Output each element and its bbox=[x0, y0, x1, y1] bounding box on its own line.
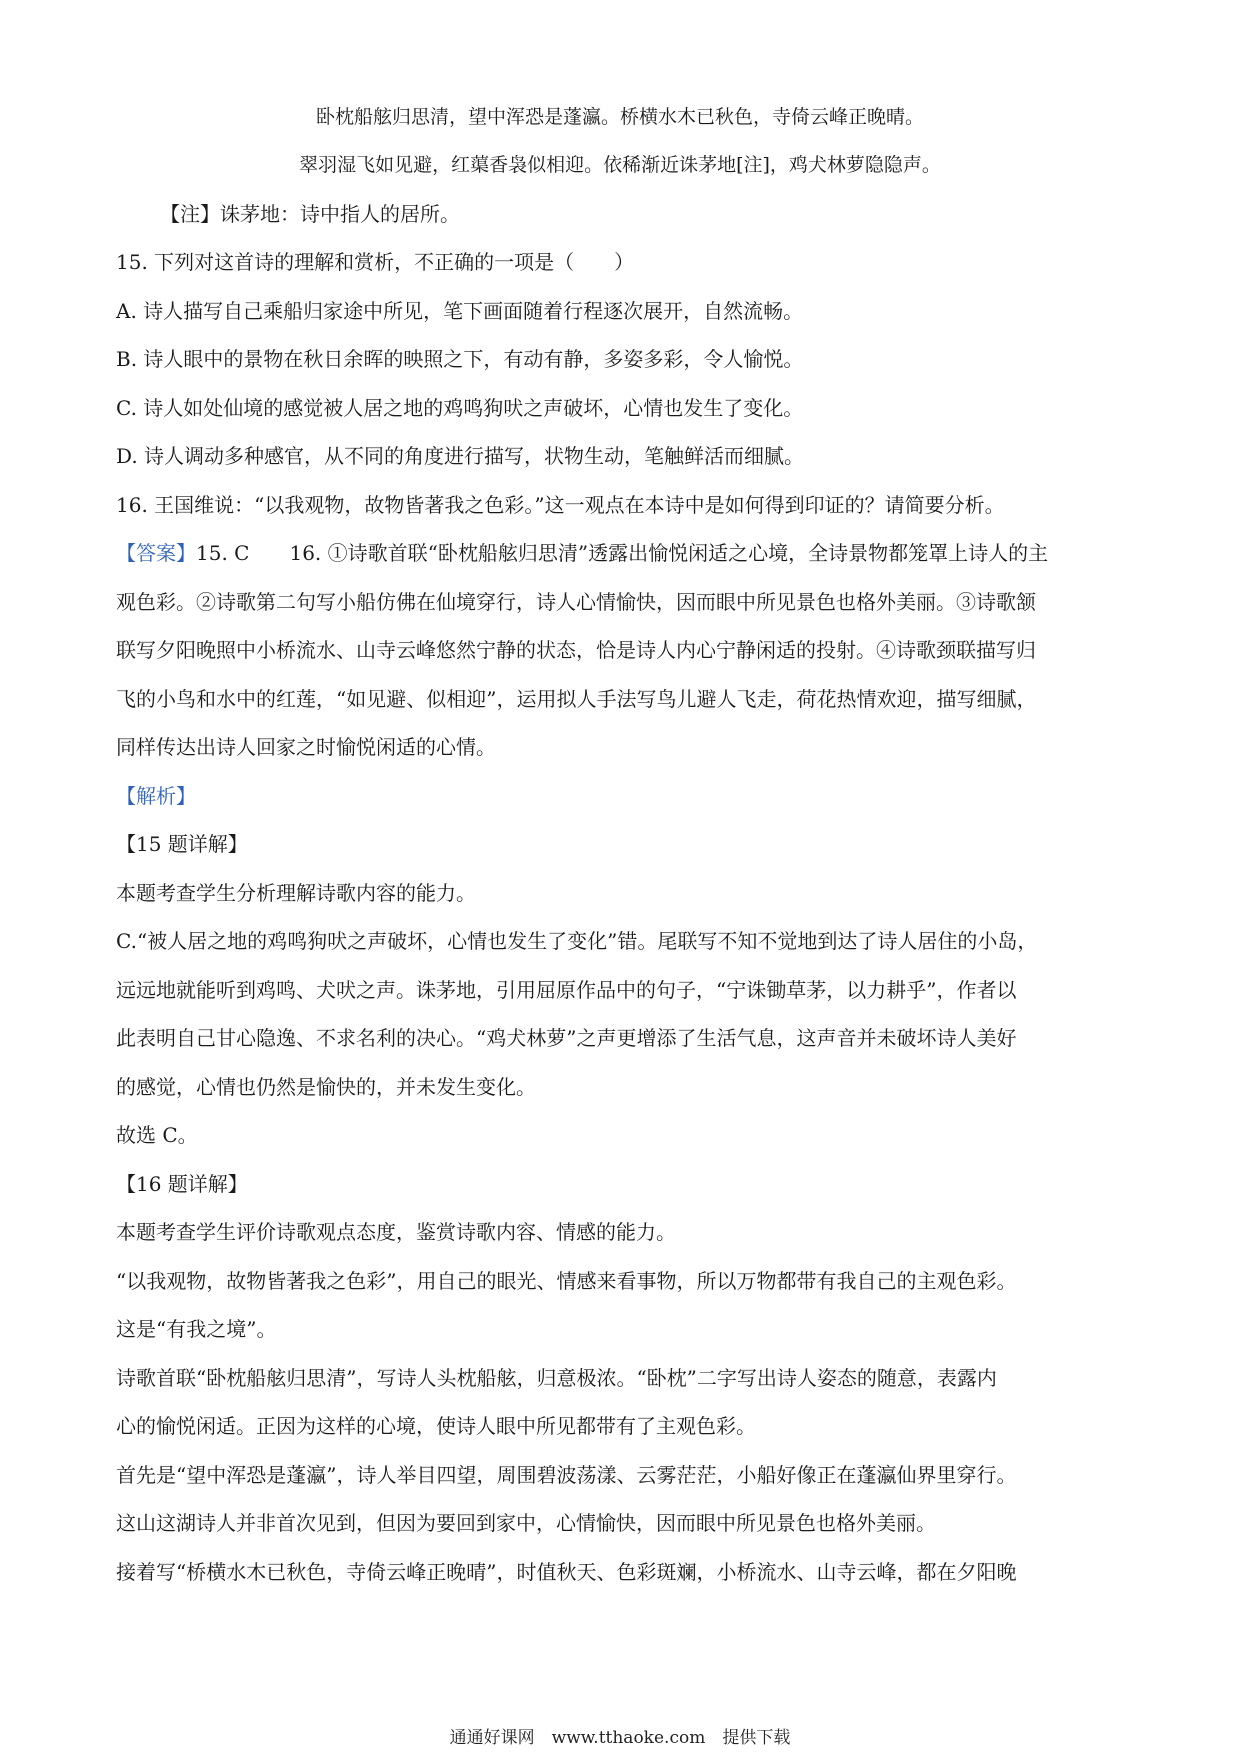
q16-detail-line-8: 接着写“桥横水木已秋色，寺倚云峰正晚晴”，时值秋天、色彩斑斓，小桥流水、山寺云峰，都在夕阳晚 bbox=[116, 1560, 1017, 1584]
q15-option-b: B. 诗人眼中的景物在秋日余晖的映照之下，有动有静，多姿多彩，令人愉悦。 bbox=[116, 347, 804, 371]
q15-option-a: A. 诗人描写自己乘船归家途中所见，笔下画面随着行程逐次展开，自然流畅。 bbox=[116, 299, 804, 323]
q15-option-d: D. 诗人调动多种感官，从不同的角度进行描写，状物生动，笔触鲜活而细腻。 bbox=[116, 444, 805, 468]
q16-detail-line-6: 首先是“望中浑恐是蓬瀛”，诗人举目四望，周围碧波荡漾、云雾茫茫，小船好像正在蓬瀛仙界里穿行。 bbox=[116, 1463, 1017, 1487]
q16-detail-line-5: 心的愉悦闲适。正因为这样的心境，使诗人眼中所见都带有了主观色彩。 bbox=[116, 1414, 756, 1438]
answer-line-4: 飞的小鸟和水中的红莲，“如见避、似相迎”，运用拟人手法写鸟儿避人飞走，荷花热情欢迎，描写细腻， bbox=[116, 687, 1037, 711]
answer-text-1: 15. C 16. ①诗歌首联“卧枕船舷归思清”透露出愉悦闲适之心境，全诗景物都笼罩上诗人的主 bbox=[196, 541, 1049, 565]
q15-detail-line-5: 的感觉，心情也仍然是愉快的，并未发生变化。 bbox=[116, 1075, 536, 1099]
poem-note: 【注】诛茅地：诗中指人的居所。 bbox=[160, 202, 460, 226]
q16-detail-heading: 【16 题详解】 bbox=[116, 1172, 248, 1196]
q16-stem: 16. 王国维说：“以我观物，故物皆著我之色彩。”这一观点在本诗中是如何得到印证的？请简要分析。 bbox=[116, 493, 1005, 517]
analysis-label: 【解析】 bbox=[116, 784, 196, 808]
answer-line-5: 同样传达出诗人回家之时愉悦闲适的心情。 bbox=[116, 735, 496, 759]
poem-line-1: 卧枕船舷归思清，望中浑恐是蓬瀛。桥横水木已秋色，寺倚云峰正晚晴。 bbox=[315, 106, 924, 128]
q15-stem: 15. 下列对这首诗的理解和赏析，不正确的一项是（ ） bbox=[116, 250, 635, 274]
q16-detail-line-1: 本题考查学生评价诗歌观点态度，鉴赏诗歌内容、情感的能力。 bbox=[116, 1220, 676, 1244]
q16-detail-line-7: 这山这湖诗人并非首次见到，但因为要回到家中，心情愉快，因而眼中所见景色也格外美丽。 bbox=[116, 1511, 936, 1535]
q15-option-c: C. 诗人如处仙境的感觉被人居之地的鸡鸣狗吠之声破坏，心情也发生了变化。 bbox=[116, 396, 804, 420]
poem-line-2: 翠羽湿飞如见避，红蕖香袅似相迎。依稀渐近诛茅地[注]，鸡犬林萝隐隐声。 bbox=[299, 154, 941, 176]
q15-detail-line-1: 本题考查学生分析理解诗歌内容的能力。 bbox=[116, 881, 476, 905]
answer-line-1 bbox=[116, 538, 1126, 568]
q16-detail-line-4: 诗歌首联“卧枕船舷归思清”，写诗人头枕船舷，归意极浓。“卧枕”二字写出诗人姿态的随意，表露内 bbox=[116, 1366, 997, 1390]
q15-detail-line-3: 远远地就能听到鸡鸣、犬吠之声。诛茅地，引用屈原作品中的句子，“宁诛锄草茅，以力耕乎”，作者以 bbox=[116, 978, 1017, 1002]
q15-detail-line-6: 故选 C。 bbox=[116, 1123, 198, 1147]
answer-label: 【答案】 bbox=[116, 541, 196, 565]
q16-detail-line-3: 这是“有我之境”。 bbox=[116, 1317, 277, 1341]
q16-detail-line-2: “以我观物，故物皆著我之色彩”，用自己的眼光、情感来看事物，所以万物都带有我自己的主观色彩。 bbox=[116, 1269, 1017, 1293]
page-footer: 通通好课网 www.tthaoke.com 提供下载 bbox=[449, 1728, 791, 1748]
q15-detail-line-4: 此表明自己甘心隐逸、不求名利的决心。“鸡犬林萝”之声更增添了生活气息，这声音并未破坏诗人美好 bbox=[116, 1026, 1017, 1050]
q15-detail-line-2: C.“被人居之地的鸡鸣狗吠之声破坏，心情也发生了变化”错。尾联写不知不觉地到达了诗人居住的小岛， bbox=[116, 929, 1038, 953]
q15-detail-heading: 【15 题详解】 bbox=[116, 832, 248, 856]
answer-line-3: 联写夕阳晚照中小桥流水、山寺云峰悠然宁静的状态，恰是诗人内心宁静闲适的投射。④诗歌颈联描写归 bbox=[116, 638, 1036, 662]
answer-line-2: 观色彩。②诗歌第二句写小船仿佛在仙境穿行，诗人心情愉快，因而眼中所见景色也格外美丽。③诗歌颔 bbox=[116, 590, 1036, 614]
